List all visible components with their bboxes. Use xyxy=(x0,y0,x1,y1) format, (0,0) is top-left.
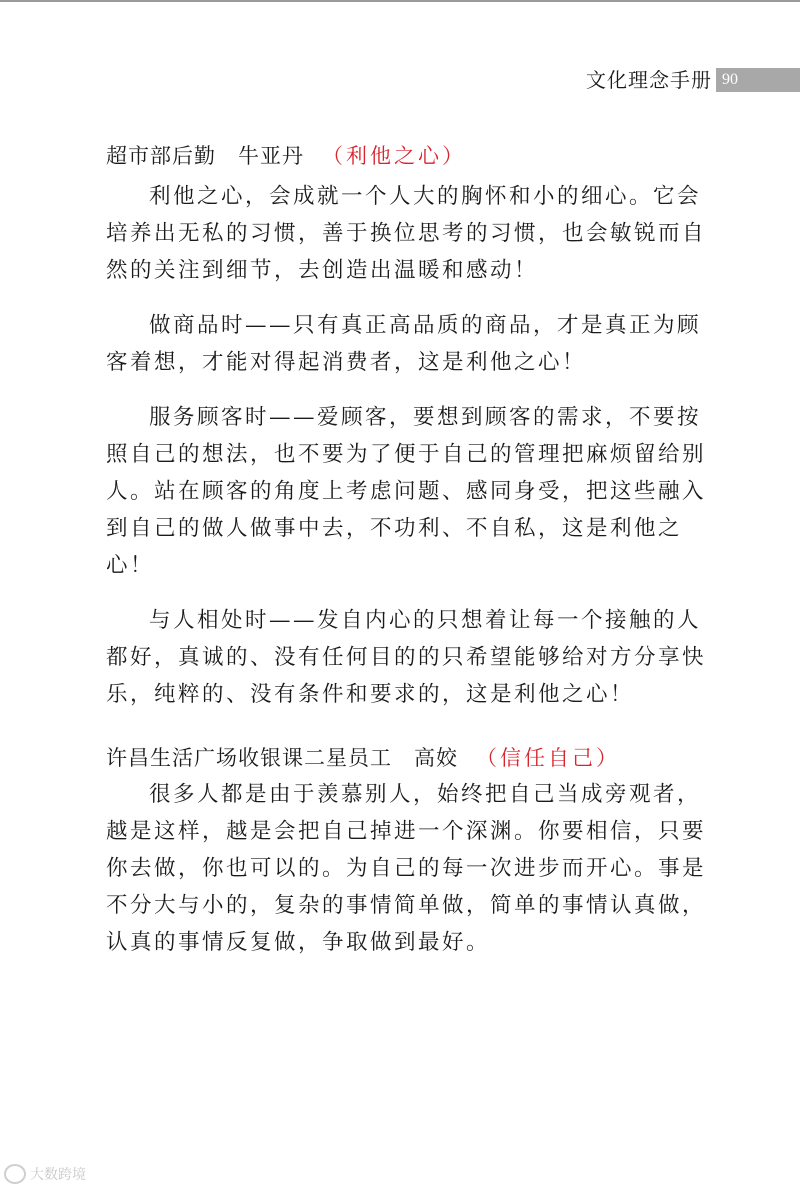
section-topic: （利他之心） xyxy=(322,144,466,168)
paragraph: 利他之心，会成就一个人大的胸怀和小的细心。它会培养出无私的习惯，善于换位思考的习惯，也会敏锐而自然的关注到细节，去创造出温暖和感动！ xyxy=(106,184,707,283)
section-author: 许昌生活广场收银课二星员工 高姣 xyxy=(106,746,458,770)
paragraph: 与人相处时——发自内心的只想着让每一个接触的人都好，真诚的、没有任何目的的只希望能够给对方分享快乐，纯粹的、没有条件和要求的，这是利他之心！ xyxy=(106,608,707,707)
page-header xyxy=(0,66,800,94)
top-rule xyxy=(0,0,800,2)
paragraph: 服务顾客时——爱顾客，要想到顾客的需求，不要按照自己的想法，也不要为了便于自己的管理把麻烦留给别人。站在顾客的角度上考虑问题、感同身受，把这些融入到自己的做人做事中去，不功利、不自私，这是利他之心！ xyxy=(106,405,707,578)
running-title: 文化理念手册 xyxy=(586,68,712,92)
section-author: 超市部后勤 牛亚丹 xyxy=(106,144,304,168)
watermark-text: 大数跨境 xyxy=(30,1167,86,1183)
paragraph: 做商品时——只有真正高品质的商品，才是真正为顾客着想，才能对得起消费者，这是利他之心！ xyxy=(106,313,702,375)
section-2 xyxy=(0,740,800,961)
section-heading xyxy=(106,138,800,174)
page-number: 90 xyxy=(722,71,738,88)
page-number-box xyxy=(716,68,800,92)
section-heading xyxy=(106,740,800,776)
watermark xyxy=(4,1164,86,1184)
section-topic: （信任自己） xyxy=(476,746,620,770)
paragraph: 很多人都是由于羡慕别人，始终把自己当成旁观者，越是这样，越是会把自己掉进一个深渊。你要相信，只要你去做，你也可以的。为自己的每一次进步而开心。事是不分大与小的，复杂的事情简单做，简单的事情认真做，认真的事情反复做，争取做到最好。 xyxy=(106,782,707,955)
section-1 xyxy=(0,138,800,713)
watermark-logo-icon xyxy=(4,1164,26,1184)
